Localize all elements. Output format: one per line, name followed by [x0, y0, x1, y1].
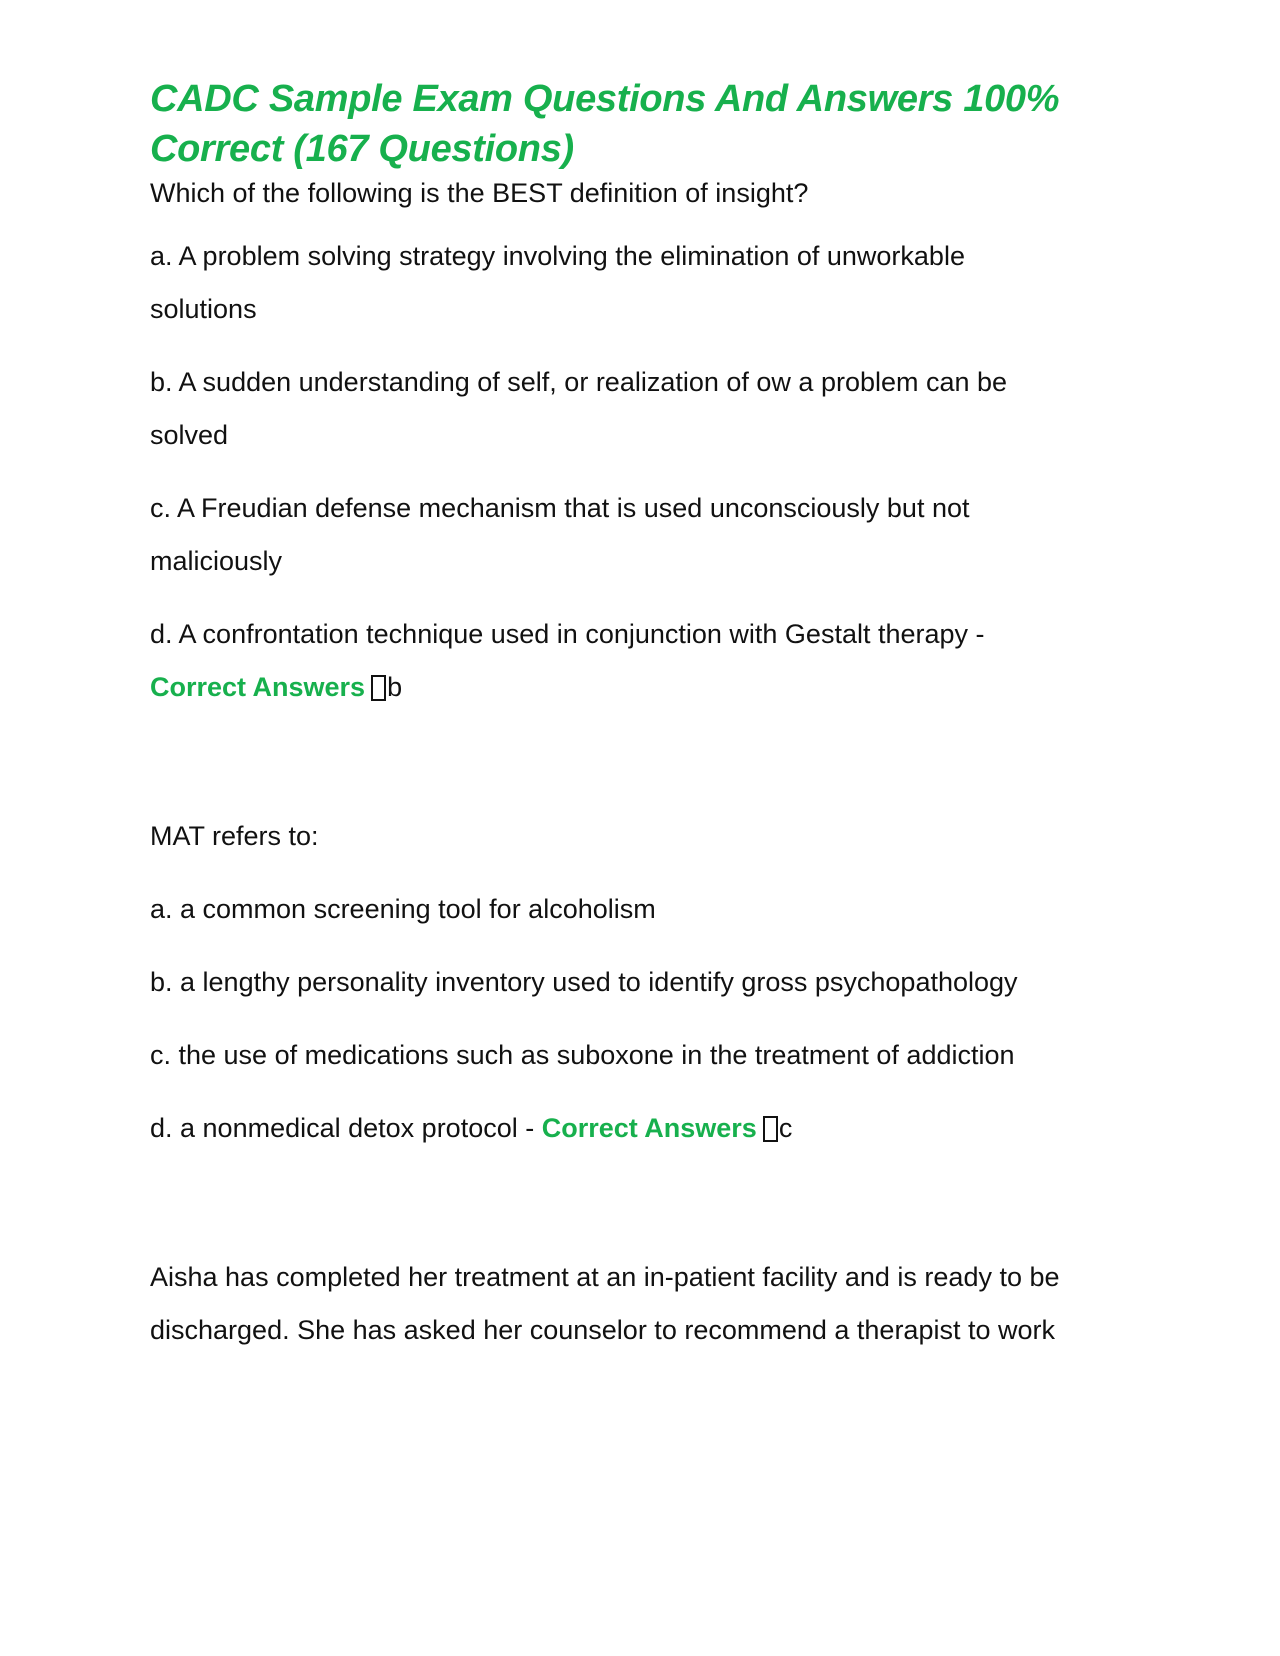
answer-value: b: [387, 672, 403, 702]
question-3-line-2: discharged. She has asked her counselor to recommend a therapist to work: [150, 1315, 1055, 1345]
question-2: [150, 808, 1150, 1157]
correct-answers-label: Correct Answers: [150, 672, 366, 702]
question-2-option-a: a. a common screening tool for alcoholism: [150, 894, 656, 924]
document-page: [150, 74, 1150, 1359]
question-1-option-c: c. A Freudian defense mechanism that is used unconsciously but not maliciously: [150, 493, 970, 576]
question-2-prompt: MAT refers to:: [150, 821, 319, 851]
document-title: [150, 74, 1150, 174]
question-2-option-b: b. a lengthy personality inventory used to identify gross psychopathology: [150, 967, 1018, 997]
answer-value: c: [778, 1113, 793, 1143]
question-1-answer: [150, 659, 1150, 716]
question-1-option-a: a. A problem solving strategy involving the elimination of unworkable solutions: [150, 241, 965, 324]
title-line-1: CADC Sample Exam Questions And Answers 100%: [150, 78, 1060, 120]
question-3-line-1: Aisha has completed her treatment at an in-patient facility and is ready to be: [150, 1262, 1060, 1292]
missing-glyph-box-icon: [371, 675, 386, 701]
question-2-option-d: d. a nonmedical detox protocol - Correct Answers c: [150, 1113, 793, 1143]
question-1-option-d: d. A confrontation technique used in conjunction with Gestalt therapy - Correct Answers b: [150, 606, 1150, 716]
question-3: [150, 1249, 1150, 1359]
title-line-2: Correct (167 Questions): [150, 128, 574, 170]
question-1-option-b: b. A sudden understanding of self, or realization of ow a problem can be solved: [150, 367, 1008, 450]
correct-answers-label: Correct Answers: [541, 1113, 757, 1143]
missing-glyph-box-icon: [763, 1116, 778, 1142]
question-2-option-c: c. the use of medications such as suboxone in the treatment of addiction: [150, 1040, 1015, 1070]
question-1-prompt: Which of the following is the BEST definition of insight?: [150, 178, 809, 208]
question-1: [150, 174, 1150, 716]
